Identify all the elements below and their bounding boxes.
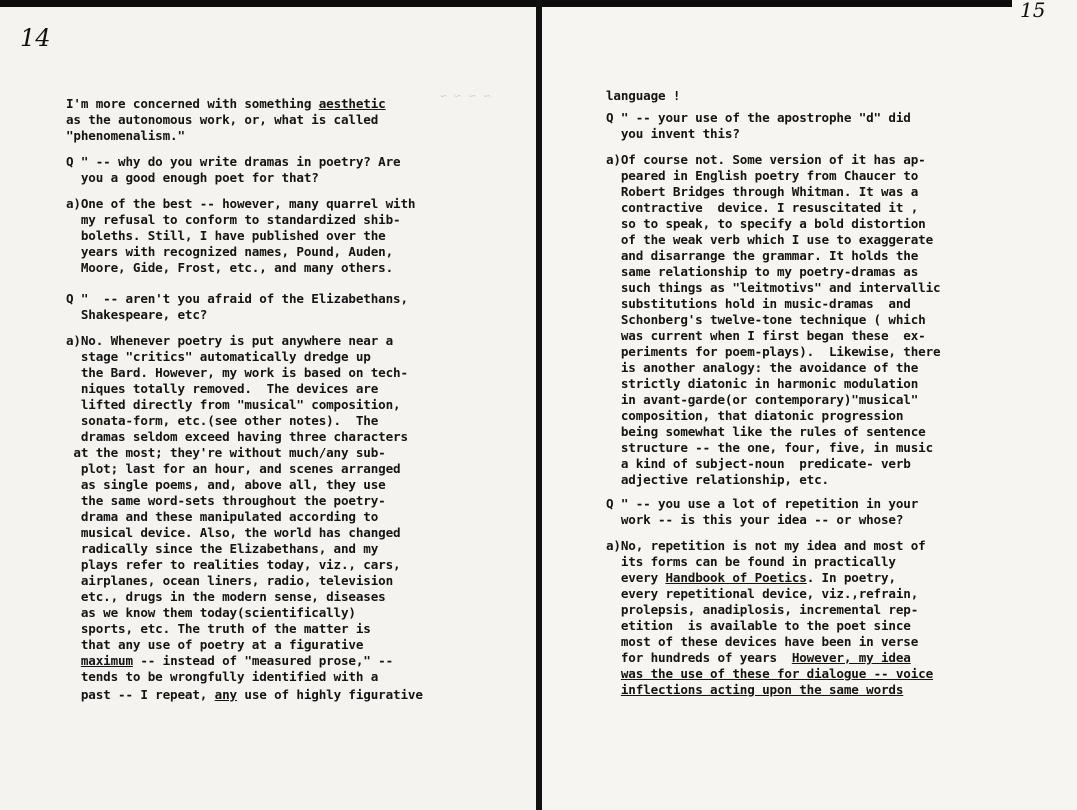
text-run: past -- I repeat, (66, 687, 215, 702)
left-line (66, 621, 371, 637)
right-line (606, 538, 926, 554)
text-run: of the weak verb which I use to exaggerate (606, 232, 934, 247)
left-line (66, 477, 386, 493)
left-line (66, 154, 400, 170)
text-run: as single poems, and, above all, they use (66, 477, 386, 492)
left-line (66, 244, 393, 260)
text-run: Q " -- why do you write dramas in poetry? Are (66, 154, 401, 169)
text-run: was current when I first began these ex- (606, 328, 926, 343)
left-line (66, 589, 386, 605)
right-line (606, 184, 918, 200)
left-line (66, 196, 415, 212)
right-line (606, 360, 918, 376)
right-page (542, 0, 1077, 810)
text-run: drama and these manipulated according to (66, 509, 379, 524)
right-line (606, 232, 933, 248)
text-run: musical device. Also, the world has changed (66, 525, 401, 540)
text-run: the Bard. However, my work is based on tech- (66, 365, 408, 380)
right-line (606, 248, 918, 264)
text-run: -- instead of "measured prose," -- (132, 653, 394, 668)
text-run: "phenomenalism." (66, 128, 185, 143)
left-line (66, 112, 378, 128)
text-run: etition is available to the poet since (606, 618, 911, 633)
text-run: Q " -- aren't you afraid of the Elizabethans, (66, 291, 408, 306)
right-line (606, 666, 933, 682)
text-run: tends to be wrongfully identified with a (66, 669, 379, 684)
text-run: substitutions hold in music-dramas and (606, 296, 911, 311)
text-run: for hundreds of years (606, 650, 792, 665)
text-run: Moore, Gide, Frost, etc., and many others. (66, 260, 394, 275)
right-line (606, 328, 926, 344)
left-line (66, 525, 400, 541)
right-line (606, 496, 918, 512)
text-run: work -- is this your idea -- or whose? (606, 512, 904, 527)
text-run: the same word-sets throughout the poetry- (66, 493, 386, 508)
underlined-text: was the use of these for dialogue -- voice (620, 666, 934, 681)
text-run: Schonberg's twelve-tone technique ( which (606, 312, 926, 327)
right-line (606, 216, 926, 232)
text-run: that any use of poetry at a figurative (66, 637, 364, 652)
right-line (606, 682, 903, 698)
text-run: at the most; they're without much/any sub- (66, 445, 386, 460)
text-run: niques totally removed. The devices are (66, 381, 379, 396)
text-run: being somewhat like the rules of sentence (606, 424, 926, 439)
text-run: a)One of the best -- however, many quarrel with (66, 196, 416, 211)
text-run: a)No, repetition is not my idea and most of (606, 538, 926, 553)
left-line (66, 541, 378, 557)
right-line (606, 344, 940, 360)
left-line (66, 397, 400, 413)
right-line (606, 440, 933, 456)
left-line (66, 365, 408, 381)
text-run (66, 653, 81, 668)
right-line (606, 512, 903, 528)
right-line (606, 280, 940, 296)
underlined-text: maximum (80, 653, 133, 668)
text-run: Q " -- your use of the apostrophe "d" did (606, 110, 911, 125)
page-number-left: 14 (20, 24, 51, 52)
text-run: stage "critics" automatically dredge up (66, 349, 371, 364)
left-line (66, 637, 363, 653)
underlined-text: aesthetic (318, 96, 386, 111)
left-line (66, 557, 400, 573)
text-run: periments for poem-plays). Likewise, there (606, 344, 941, 359)
right-line (606, 618, 911, 634)
text-run: same relationship to my poetry-dramas as (606, 264, 919, 279)
text-run: most of these devices have been in verse (606, 634, 919, 649)
page-number-right: 15 (1020, 0, 1046, 22)
right-line (606, 126, 740, 142)
text-run: you invent this? (606, 126, 740, 141)
right-line (606, 312, 926, 328)
text-run: its forms can be found in practically (606, 554, 896, 569)
right-line (606, 424, 926, 440)
text-run: I'm more concerned with something (66, 96, 319, 111)
right-line (606, 392, 918, 408)
text-run: prolepsis, anadiplosis, incremental rep- (606, 602, 919, 617)
right-line (606, 200, 918, 216)
text-run: you a good enough poet for that? (66, 170, 319, 185)
right-line (606, 456, 911, 472)
right-line (606, 408, 903, 424)
left-line (66, 381, 378, 397)
text-run: a)Of course not. Some version of it has ap- (606, 152, 926, 167)
text-run: lifted directly from "musical" composition, (66, 397, 401, 412)
right-line (606, 264, 918, 280)
text-run: every repetitional device, viz.,refrain, (606, 586, 919, 601)
text-run: as the autonomous work, or, what is called (66, 112, 379, 127)
text-run: Q " -- you use a lot of repetition in your (606, 496, 919, 511)
top-edge-shadow (0, 0, 536, 7)
text-run: adjective relationship, etc. (606, 472, 829, 487)
text-run: plays refer to realities today, viz., cars, (66, 557, 401, 572)
text-run (606, 682, 621, 697)
text-run: as we know them today(scientifically) (66, 605, 356, 620)
text-run: a kind of subject-noun predicate- verb (606, 456, 911, 471)
right-line (606, 472, 829, 488)
underlined-text: Handbook of Poetics (665, 570, 807, 585)
top-edge-shadow (542, 0, 1012, 7)
text-run: language ! (606, 88, 681, 103)
left-line (66, 333, 393, 349)
text-run: my refusal to conform to standardized shib- (66, 212, 401, 227)
left-line (66, 260, 393, 276)
left-line (66, 291, 408, 307)
text-run: and disarrange the grammar. It holds the (606, 248, 919, 263)
text-run: composition, that diatonic progression (606, 408, 904, 423)
text-run: strictly diatonic in harmonic modulation (606, 376, 919, 391)
left-line (66, 96, 386, 112)
left-line (66, 413, 378, 429)
underlined-text: inflections acting upon the same words (620, 682, 904, 697)
right-line (606, 296, 911, 312)
text-run: sonata-form, etc.(see other notes). The (66, 413, 379, 428)
text-run: every (606, 570, 666, 585)
left-line (66, 228, 386, 244)
show-through-text: ~ ~ ~ ~ (440, 89, 491, 103)
left-line (66, 429, 408, 445)
text-run: . In poetry, (806, 570, 896, 585)
text-run: dramas seldom exceed having three characters (66, 429, 408, 444)
right-line (606, 554, 896, 570)
right-line (606, 634, 918, 650)
right-line (606, 586, 918, 602)
text-run: Shakespeare, etc? (66, 307, 208, 322)
underlined-text: However, my idea (791, 650, 911, 665)
text-run: a)No. Whenever poetry is put anywhere near a (66, 333, 394, 348)
underlined-text: any (214, 687, 237, 702)
text-run: plot; last for an hour, and scenes arranged (66, 461, 401, 476)
text-run: such things as "leitmotivs" and intervallic (606, 280, 941, 295)
left-line (66, 461, 400, 477)
left-line (66, 573, 393, 589)
left-line (66, 307, 207, 323)
right-line (606, 110, 911, 126)
left-line (66, 669, 378, 685)
text-run: is another analogy: the avoidance of the (606, 360, 919, 375)
text-run: etc., drugs in the modern sense, diseases (66, 589, 386, 604)
text-run: Robert Bridges through Whitman. It was a (606, 184, 919, 199)
left-line (66, 687, 423, 703)
right-line (606, 152, 926, 168)
text-run: in avant-garde(or contemporary)"musical" (606, 392, 919, 407)
text-run: boleths. Still, I have published over the (66, 228, 386, 243)
left-line (66, 349, 371, 365)
text-run: contractive device. I resuscitated it , (606, 200, 919, 215)
right-line (606, 88, 680, 104)
left-line (66, 128, 185, 144)
text-run: radically since the Elizabethans, and my (66, 541, 379, 556)
left-line (66, 493, 386, 509)
text-run: so to speak, to specify a bold distortion (606, 216, 926, 231)
right-line (606, 168, 918, 184)
left-line (66, 212, 400, 228)
text-run: airplanes, ocean liners, radio, television (66, 573, 394, 588)
text-run: years with recognized names, Pound, Auden, (66, 244, 394, 259)
right-line (606, 650, 911, 666)
left-line (66, 653, 393, 669)
right-line (606, 570, 896, 586)
text-run: structure -- the one, four, five, in music (606, 440, 934, 455)
right-line (606, 376, 918, 392)
text-run: peared in English poetry from Chaucer to (606, 168, 919, 183)
left-line (66, 509, 378, 525)
left-page (0, 0, 536, 810)
left-line (66, 170, 319, 186)
text-run (606, 666, 621, 681)
left-line (66, 605, 356, 621)
text-run: sports, etc. The truth of the matter is (66, 621, 371, 636)
right-line (606, 602, 918, 618)
text-run: use of highly figurative (236, 687, 423, 702)
left-line (66, 445, 386, 461)
